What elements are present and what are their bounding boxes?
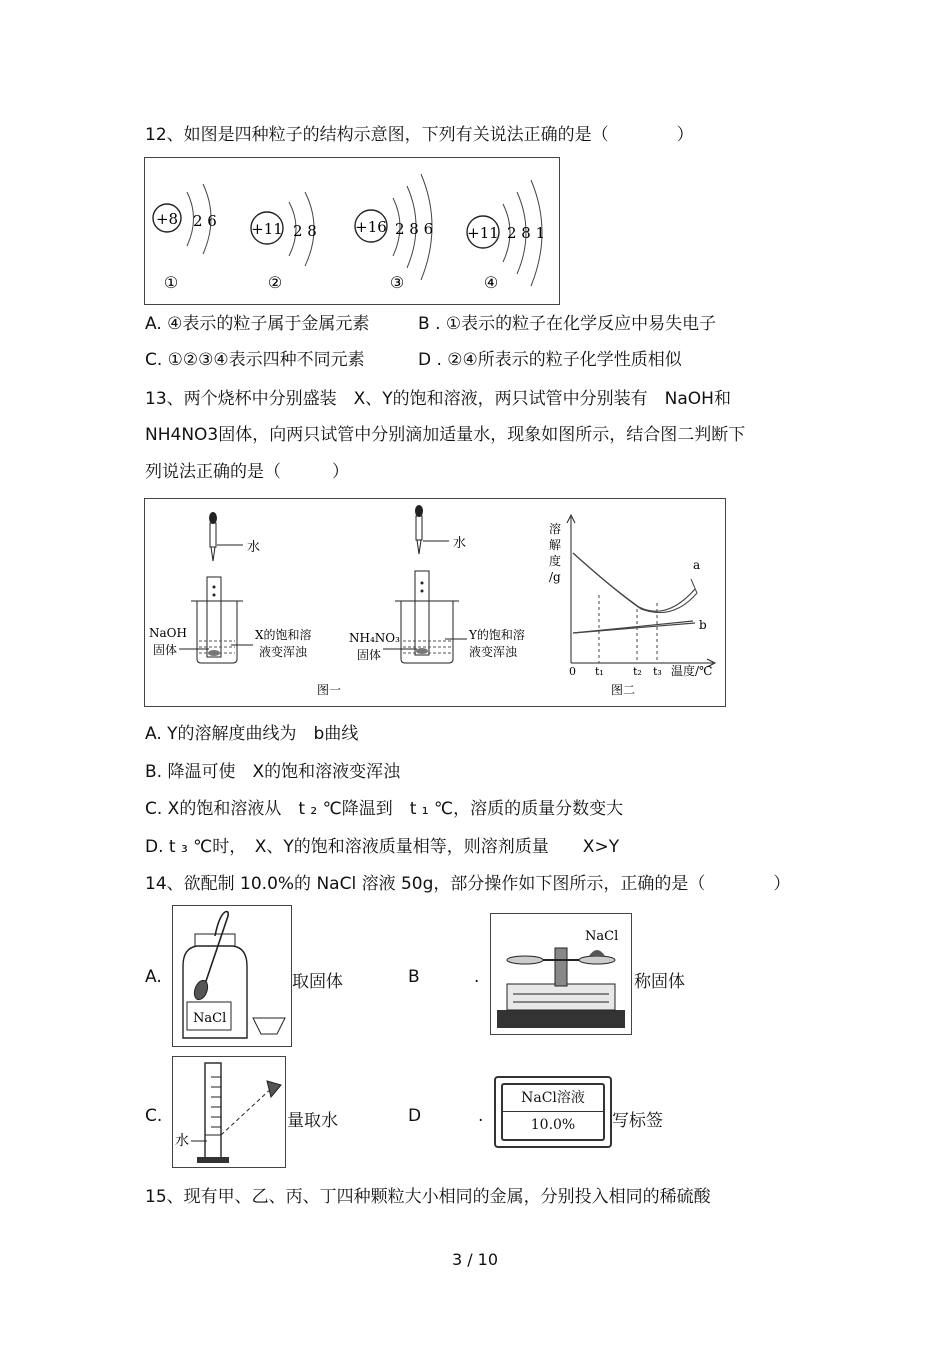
- atom-diagram-2: [251, 192, 317, 292]
- left-solution-label-1: X的饱和溶: [255, 628, 312, 642]
- q13-stem-line3: 列说法正确的是（ ）: [145, 462, 349, 482]
- atom-3-shells: 2 8 6: [395, 220, 434, 238]
- q13-stem-line1: 13、两个烧杯中分别盛装 X、Y的饱和溶液，两只试管中分别装有 NaOH和: [145, 389, 731, 409]
- q12-option-d: D . ②④所表示的粒子化学性质相似: [418, 350, 682, 370]
- q12-atom-figure: [144, 157, 560, 305]
- graph-ylabel-1: 溶: [549, 522, 562, 536]
- q13-option-b: B. 降温可使 X的饱和溶液变浑浊: [145, 762, 401, 782]
- curve-b: [573, 623, 695, 633]
- right-solution-label-1: Y的饱和溶: [469, 628, 525, 642]
- q12-option-a: A. ④表示的粒子属于金属元素: [145, 314, 370, 334]
- atom-3-nucleus: +16: [355, 218, 387, 236]
- b-nacl-label: NaCl: [585, 929, 619, 944]
- tick-t2: t₂: [633, 665, 642, 678]
- page-number: 3 / 10: [451, 1250, 499, 1269]
- graph-origin: 0: [569, 665, 576, 678]
- left-solid-label-2: 固体: [153, 643, 178, 657]
- atom-2-shells: 2 8: [293, 222, 317, 240]
- atom-1-nucleus: +8: [155, 210, 179, 228]
- c-water-label: 水: [175, 1133, 189, 1149]
- tick-t1: t₁: [595, 665, 604, 678]
- atom-2-label: ②: [267, 273, 283, 292]
- q12-stem: 12、如图是四种粒子的结构示意图，下列有关说法正确的是（ ）: [145, 125, 694, 145]
- tick-t3: t₃: [653, 665, 662, 678]
- left-solid-label-1: NaOH: [149, 626, 187, 640]
- q14-d-letter: D: [408, 1106, 422, 1126]
- right-solution-label-2: 液变浑浊: [469, 645, 518, 659]
- q14-d-text: 写标签: [612, 1111, 663, 1131]
- q13-figure: [144, 498, 726, 707]
- d-label-bottom: 10.0%: [530, 1117, 576, 1133]
- atom-diagram-4: [467, 180, 545, 292]
- q14-b-letter: B: [408, 967, 420, 987]
- curve-a: [573, 553, 695, 611]
- right-solid-label-1: NH₄NO₃: [349, 631, 400, 645]
- q14-b-image: [490, 913, 632, 1035]
- q14-a-image: [172, 905, 292, 1047]
- dropper-left: [209, 512, 260, 561]
- q13-stem-line2: NH4NO3固体，向两只试管中分别滴加适量水，现象如图所示，结合图二判断下: [145, 425, 746, 445]
- q12-option-b: B . ①表示的粒子在化学反应中易失电子: [418, 314, 717, 334]
- right-solid-label-2: 固体: [357, 648, 382, 662]
- graph-ylabel-2: 解: [549, 538, 562, 552]
- q13-option-a: A. Y的溶解度曲线为 b曲线: [145, 724, 359, 744]
- q14-c-text: 量取水: [287, 1111, 338, 1131]
- atom-4-nucleus: +11: [467, 224, 499, 242]
- q14-c-letter: C.: [145, 1106, 163, 1126]
- q14-a-text: 取固体: [292, 972, 343, 992]
- graph-xlabel: 温度/℃: [671, 664, 713, 678]
- solubility-graph: [549, 515, 715, 697]
- q13-option-c: C. X的饱和溶液从 t ₂ ℃降温到 t ₁ ℃，溶质的质量分数变大: [145, 799, 624, 819]
- curve-a-label: a: [693, 558, 701, 572]
- figure2-caption: 图二: [611, 683, 636, 697]
- atom-1-label: ①: [163, 273, 179, 292]
- q14-d-image: [494, 1076, 612, 1148]
- curve-b-label: b: [699, 618, 707, 632]
- q14-c-image: [172, 1056, 286, 1168]
- a-bottle-label: NaCl: [193, 1011, 227, 1026]
- left-water-label: 水: [247, 540, 261, 555]
- figure1-caption: 图一: [317, 683, 342, 697]
- atom-diagram-3: [355, 174, 433, 292]
- q13-option-d: D. t ₃ ℃时， X、Y的饱和溶液质量相等，则溶剂质量 X>Y: [145, 837, 620, 857]
- q15-stem: 15、现有甲、乙、丙、丁四种颗粒大小相同的金属，分别投入相同的稀硫酸: [145, 1187, 711, 1207]
- d-label-top: NaCl溶液: [503, 1085, 603, 1112]
- q14-b-text: 称固体: [634, 972, 685, 992]
- beaker-left: [191, 577, 243, 663]
- graph-ylabel-3: 度: [549, 554, 562, 568]
- q14-a-letter: A.: [145, 967, 162, 987]
- atom-diagram-1: [153, 184, 217, 292]
- q14-b-dot: .: [474, 967, 480, 987]
- atom-3-label: ③: [389, 273, 405, 292]
- atom-2-nucleus: +11: [251, 220, 283, 238]
- atom-4-label: ④: [483, 273, 499, 292]
- q14-stem: 14、欲配制 10.0%的 NaCl 溶液 50g，部分操作如下图所示，正确的是（ ）: [145, 874, 791, 894]
- q14-d-dot: .: [478, 1106, 484, 1126]
- graph-ylabel-4: /g: [549, 570, 561, 584]
- left-solution-label-2: 液变浑浊: [259, 645, 308, 659]
- right-water-label: 水: [453, 536, 467, 551]
- dropper-right: [415, 505, 466, 554]
- atom-1-shells: 2 6: [193, 212, 217, 230]
- atom-4-shells: 2 8 1: [507, 224, 546, 242]
- q12-option-c: C. ①②③④表示四种不同元素: [145, 350, 365, 370]
